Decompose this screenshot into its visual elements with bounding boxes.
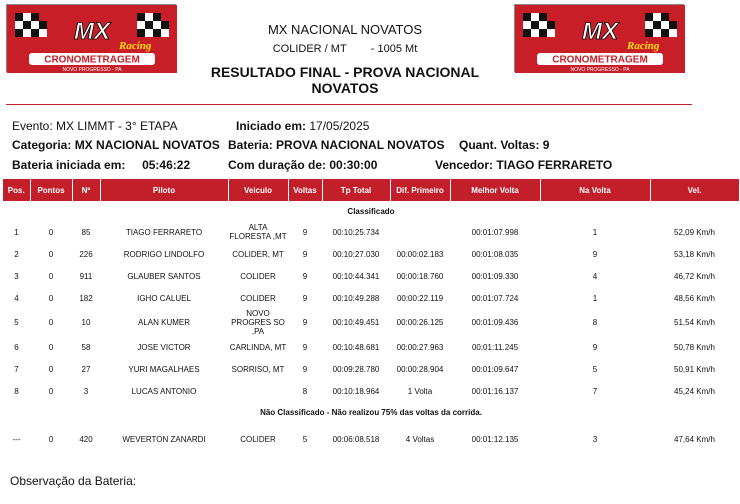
cell-pontos: 0 [48,386,54,396]
cell-dif-primeiro: 00:00:27.963 [396,342,444,352]
cell-piloto: TIAGO FERRARETO [125,227,203,237]
cell-pontos: 0 [48,227,54,237]
cell-pos: --- [12,434,21,444]
cell-tp-total: 00:10:27.030 [332,249,380,259]
cell-numero: 85 [81,227,91,237]
cell-vel: 50,78 Km/h [674,342,715,352]
cell-na-volta: 4 [592,271,598,281]
duracao-label: Com duração de: [228,158,327,172]
cell-melhor-volta: 00:01:09.436 [471,318,519,327]
cell-vel: 51,54 Km/h [674,318,715,327]
section-nao-classificado-label: Não Classificado - Não realizou 75% das voltas da corrida. [260,407,482,417]
cell-piloto: RODRIGO LINDOLFO [123,249,205,259]
cell-numero: 226 [79,249,93,259]
cell-pontos: 0 [48,249,54,259]
cell-pos: 7 [14,364,19,374]
cell-numero: 58 [81,342,91,352]
cell-tp-total: 00:10:49.451 [332,318,380,327]
cell-numero: 10 [81,318,91,327]
cell-dif-primeiro: 00:00:02.183 [396,249,444,259]
cell-pos: 6 [14,342,19,352]
voltas-label: Quant. Voltas: [459,138,540,152]
duracao-info [228,158,377,172]
cell-voltas: 9 [302,271,308,281]
cell-tp-total: 00:10:48.681 [332,342,380,352]
cell-veiculo: COLIDER [240,293,276,303]
cell-na-volta: 5 [592,364,598,374]
column-header-voltas: Voltas [288,179,322,201]
logo-right [514,4,684,72]
voltas-value: 9 [542,138,550,152]
cell-tp-total: 00:10:18.964 [332,386,380,396]
bateria-info [228,138,445,152]
cell-melhor-volta: 00:01:11.245 [471,342,519,352]
cell-veiculo: CARLINDA, MT [229,342,287,352]
cell-voltas: 5 [302,434,308,444]
cell-voltas: 8 [302,386,308,396]
column-header-numero: Nº [72,179,100,201]
cell-melhor-volta: 00:01:07.998 [471,227,519,237]
cell-na-volta: 9 [592,249,598,259]
cell-na-volta: 1 [592,227,598,237]
cell-melhor-volta: 00:01:16.137 [471,386,519,396]
column-header-tp-total: Tp Total [322,179,390,201]
observacao-label: Observação da Bateria: [10,474,137,488]
cell-piloto: JOSE VICTOR [137,342,191,352]
cell-dif-primeiro: 00:00:28.904 [396,364,444,374]
cell-dif-primeiro [390,221,450,243]
cell-vel: 45,24 Km/h [674,386,715,396]
column-header-dif-primeiro: Dif. Primeiro [390,179,450,201]
cell-piloto: ALAN KUMER [137,318,190,327]
cell-pontos: 0 [48,271,54,281]
cell-tp-total: 00:09:28.780 [332,364,380,374]
bateria-iniciada-info [12,158,190,172]
column-header-pontos: Pontos [30,179,72,201]
column-header-vel: Vel. [650,179,739,201]
cell-vel: 48,56 Km/h [674,293,715,303]
page-title-line1: RESULTADO FINAL - PROVA NACIONAL [210,64,480,80]
checkered-flag-icon [7,5,177,73]
cell-tp-total: 00:06:08.518 [332,434,380,444]
column-header-melhor-volta: Melhor Volta [450,179,540,201]
cell-na-volta: 3 [592,434,598,444]
results-table [3,179,740,456]
cell-veiculo: COLIDER, MT [232,249,284,259]
cell-vel: 47,64 Km/h [674,434,715,444]
table-row [3,336,739,358]
iniciado-info [236,119,369,133]
cell-vel: 52,09 Km/h [674,227,715,237]
table-header-row [3,179,739,201]
cell-pontos: 0 [48,364,54,374]
table-row [3,422,739,456]
cell-numero: 911 [79,271,93,281]
cell-pos: 1 [14,227,19,237]
cell-piloto: GLAUBER SANTOS [127,271,201,281]
column-header-na-volta: Na Volta [540,179,650,201]
table-row [3,287,739,309]
cell-vel: 46,72 Km/h [674,271,715,281]
cell-numero: 420 [79,434,93,444]
cell-numero: 27 [81,364,91,374]
svg-text:NOVO PROGRESSO - PA: NOVO PROGRESSO - PA [570,67,630,73]
checkered-flag-icon [515,5,685,73]
column-header-piloto: Piloto [100,179,228,201]
cell-voltas: 9 [302,293,308,303]
header-line1: MX NACIONAL NOVATOS [267,22,423,37]
table-row [3,221,739,243]
bateria-value: PROVA NACIONAL NOVATOS [276,138,445,152]
cell-pos: 4 [14,293,19,303]
voltas-info [459,138,549,152]
cell-na-volta: 1 [592,293,598,303]
cell-voltas: 9 [302,249,308,259]
categoria-info [12,138,220,152]
cell-vel: 53,18 Km/h [674,249,715,259]
svg-text:MX: MX [582,18,618,45]
svg-text:Racing: Racing [627,40,660,52]
bateria-label: Bateria: [228,138,273,152]
cell-voltas: 9 [302,364,308,374]
cell-dif-primeiro: 00:00:18.760 [396,271,444,281]
cell-pos: 3 [14,271,19,281]
cell-melhor-volta: 00:01:09.330 [471,271,519,281]
cell-melhor-volta: 00:01:12.135 [471,434,519,444]
page-title-line2: NOVATOS [311,80,379,96]
table-row [3,309,739,336]
cell-veiculo: SORRISO, MT [231,364,285,374]
header-line2 [185,43,505,55]
cell-veiculo [228,380,288,402]
svg-text:Racing: Racing [119,40,152,52]
cell-dif-primeiro: 1 Volta [407,386,433,396]
cell-veiculo: ALTA FLORESTA ,MT [229,223,287,241]
section-classificado-label: Classificado [347,206,395,216]
cell-piloto: WEVERTON ZANARDI [122,434,206,444]
cell-veiculo: NOVO PROGRES SO ,PA [231,309,285,336]
duracao-value: 00:30:00 [329,158,378,172]
cell-dif-primeiro: 00:00:26.125 [396,318,444,327]
categoria-label: Categoria: [12,138,72,152]
page-title [185,64,505,96]
cell-tp-total: 00:10:44.341 [332,271,380,281]
iniciado-value: 17/05/2025 [309,119,370,133]
section-classificado [3,201,739,221]
section-nao-classificado [3,402,739,422]
cell-pontos: 0 [48,318,54,327]
cell-piloto: IGHO CALUEL [137,293,191,303]
iniciado-label: Iniciado em: [236,119,307,133]
vencedor-label: Vencedor: [435,158,494,172]
cell-piloto: LUCAS ANTONIO [131,386,197,396]
logo-left [6,4,176,72]
cell-voltas: 9 [302,227,308,237]
cell-voltas: 9 [302,342,308,352]
cell-voltas: 9 [302,318,308,327]
vencedor-info [435,158,612,172]
table-row [3,243,739,265]
cell-melhor-volta: 00:01:08.035 [471,249,519,259]
cell-dif-primeiro: 00:00:22.119 [396,293,444,303]
column-header-pos: Pos. [3,179,30,201]
column-header-veiculo: Veiculo [228,179,288,201]
header-track-length: - 1005 Mt [370,43,418,55]
cell-melhor-volta: 00:01:07.724 [471,293,519,303]
cell-numero: 182 [79,293,93,303]
cell-pontos: 0 [48,434,54,444]
table-row [3,265,739,287]
cell-pos: 5 [14,318,19,327]
cell-na-volta: 8 [592,318,598,327]
cell-melhor-volta: 00:01:09.647 [471,364,519,374]
cell-pontos: 0 [48,342,54,352]
cell-na-volta: 9 [592,342,598,352]
cell-pos: 8 [14,386,19,396]
cell-pontos: 0 [48,293,54,303]
cell-piloto: YURI MAGALHAES [128,364,200,374]
svg-text:CRONOMETRAGEM: CRONOMETRAGEM [552,54,648,66]
header-city: COLIDER / MT [272,43,347,55]
svg-text:CRONOMETRAGEM: CRONOMETRAGEM [44,54,140,66]
cell-veiculo: COLIDER [240,271,276,281]
svg-text:NOVO PROGRESSO - PA: NOVO PROGRESSO - PA [62,67,122,73]
bateria-iniciada-label: Bateria iniciada em: [12,158,126,172]
header-divider [6,104,692,105]
cell-veiculo: COLIDER [240,434,276,444]
cell-dif-primeiro: 4 Voltas [405,434,435,444]
table-row [3,380,739,402]
categoria-value: MX NACIONAL NOVATOS [74,138,220,152]
cell-numero: 3 [83,386,89,396]
cell-pos: 2 [14,249,19,259]
table-row [3,358,739,380]
vencedor-value: TIAGO FERRARETO [496,158,613,172]
svg-text:MX: MX [74,18,110,45]
evento-label: Evento: [12,119,53,133]
cell-na-volta: 7 [592,386,598,396]
bateria-iniciada-value: 05:46:22 [142,158,191,172]
evento-info [12,119,178,133]
cell-tp-total: 00:10:25.734 [332,227,380,237]
cell-tp-total: 00:10:49.288 [332,293,380,303]
evento-value: MX LIMMT - 3° ETAPA [56,119,178,133]
cell-vel: 50,91 Km/h [674,364,715,374]
